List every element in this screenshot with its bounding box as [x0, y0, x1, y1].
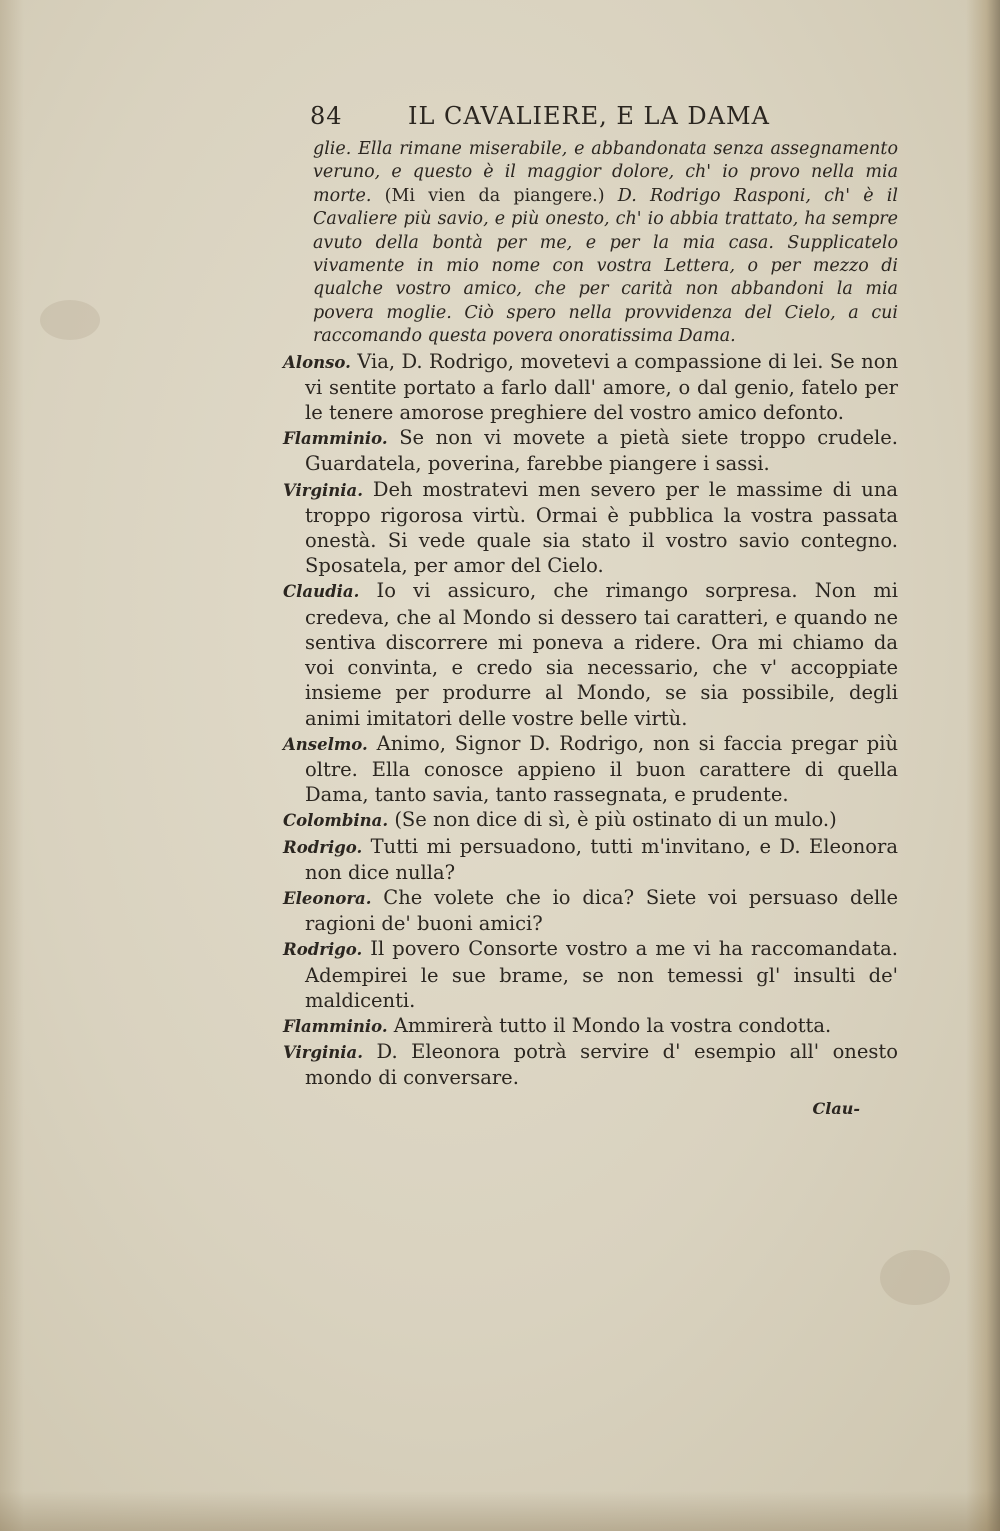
page-header: [283, 98, 898, 138]
speech: [283, 1013, 898, 1039]
running-head: IL CAVALIERE, E LA DAMA: [408, 102, 770, 130]
page-shadow-bottom: [0, 1491, 1000, 1531]
speaker-name: Rodrigo.: [283, 837, 363, 857]
speech: [283, 885, 898, 936]
speech-text: Animo, Signor D. Rodrigo, non si faccia pregar più oltre. Ella conosce appieno il buon carattere di quella Dama, tanto savia, tanto rassegnata, e prudente.: [305, 731, 898, 807]
page-shadow-left: [0, 0, 24, 1531]
letter-part-2: D. Rodrigo Rasponi, ch' è il Cavaliere più savio, e più onesto, ch' io abbia trattato, ha sempre avuto della bontà per me, e per la mia casa. Supplicatelo vivamente in mio nome con vostra Lettera, o per mezzo di qualche vostro amico, che per carità non abbandoni la mia povera moglie. Ciò spero nella provvidenza del Cielo, a cui raccomando questa povera onoratissima Dama.: [313, 185, 898, 347]
speaker-name: Eleonora.: [283, 888, 372, 908]
speech-text: Io vi assicuro, che rimango sorpresa. Non mi credeva, che al Mondo si dessero tai caratteri, e quando ne sentiva discorrere mi poneva a ridere. Ora mi chiamo da voi convinta, e credo sia necessario, che v' accoppiate insieme per produrre al Mondo, se sia possibile, degli animi imitatori delle vostre belle virtù.: [305, 579, 899, 730]
speaker-name: Virginia.: [283, 1043, 363, 1063]
speech: [283, 807, 898, 833]
speaker-name: Claudia.: [283, 582, 360, 602]
page-text: [283, 98, 898, 1118]
speech: [283, 578, 898, 730]
speech-text: Via, D. Rodrigo, movetevi a compassione di lei. Se non vi sentite portato a farlo dall' amore, o dal genio, fatelo per le tenere amorose preghiere del vostro amico defonto.: [305, 349, 899, 425]
page-number: 84: [310, 102, 343, 130]
speech-text: Tutti mi persuadono, tutti m'invitano, e D. Eleonora non dice nulla?: [305, 834, 898, 884]
speech: [283, 1039, 898, 1090]
speech-text: Deh mostratevi men severo per le massime di una troppo rigorosa virtù. Ormai è pubblica la vostra passata onestà. Si vede quale sia stato il vostro savio contegno. Sposatela, per amor del Cielo.: [305, 477, 898, 578]
speech-text: (Se non dice di sì, è più ostinato di un mulo.): [394, 808, 837, 832]
speaker-name: Flamminio.: [283, 429, 388, 449]
speech: [283, 936, 898, 1013]
speech-text: Se non vi movete a pietà siete troppo crudele. Guardatela, poverina, farebbe piangere i sassi.: [305, 426, 898, 476]
speech-text: Il povero Consorte vostro a me vi ha raccomandata. Adempirei le sue brame, se non temessi gl' insulti de' maldicenti.: [305, 937, 899, 1012]
speaker-name: Colombina.: [283, 811, 389, 831]
speech-text: Ammirerà tutto il Mondo la vostra condotta.: [393, 1013, 832, 1037]
speech: [283, 731, 898, 808]
paper-stain: [880, 1250, 950, 1305]
speech: [283, 349, 898, 426]
speaker-name: Anselmo.: [283, 734, 368, 754]
speech: [283, 834, 898, 885]
speaker-name: Virginia.: [283, 480, 363, 500]
letter-aside: (Mi vien da piangere.): [384, 185, 605, 206]
speech: [283, 477, 898, 579]
page-shadow-right: [966, 0, 1000, 1531]
speech: [283, 425, 898, 476]
speaker-name: Alonso.: [283, 352, 351, 372]
catchword: Clau-: [812, 1098, 860, 1118]
speaker-name: Flamminio.: [283, 1016, 388, 1036]
letter-text: [313, 138, 898, 349]
paper-stain: [40, 300, 100, 340]
speaker-name: Rodrigo.: [283, 940, 363, 960]
letter-part-1: glie. Ella rimane miserabile, e abbandonata senza assegnamento veruno, e questo è il maggior dolore, ch' io provo nella mia morte.: [313, 139, 898, 206]
speech-text: Che volete che io dica? Siete voi persuaso delle ragioni de' buoni amici?: [305, 885, 899, 936]
speech-text: D. Eleonora potrà servire d' esempio all' onesto mondo di conversare.: [305, 1040, 898, 1090]
